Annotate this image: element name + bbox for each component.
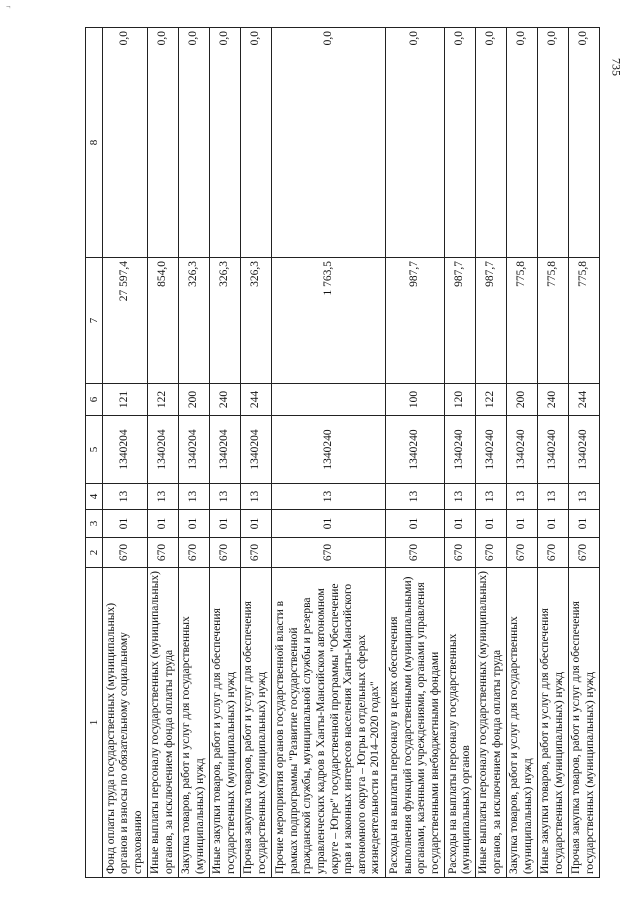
- row-name: Расходы на выплаты персоналу государственных (муниципальных) органов: [445, 568, 476, 878]
- row-target-article: 1340204: [240, 416, 271, 484]
- row-section: 01: [568, 510, 599, 538]
- row-name: Расходы на выплаты персоналу в целях обеспечения выполнения функций государственными (муниципальными) органами, казенными учреждениями, органами управления государственными внебюджетными фондами: [386, 568, 445, 878]
- table-row: [240, 28, 271, 878]
- document-page: [85, 28, 600, 878]
- row-name: Прочая закупка товаров, работ и услуг для обеспечения государственных (муниципальных) нужд: [240, 568, 271, 878]
- row-target-article: 1340204: [147, 416, 178, 484]
- row-amount: 775,8: [568, 258, 599, 384]
- table-row: [147, 28, 178, 878]
- row-amount: 775,8: [507, 258, 538, 384]
- row-name: Закупка товаров, работ и услуг для государственных (муниципальных) нужд: [178, 568, 209, 878]
- table-row: [568, 28, 599, 878]
- row-subsection: 13: [445, 484, 476, 510]
- row-section: 01: [271, 510, 386, 538]
- row-amount-2: 0,0: [568, 28, 599, 258]
- table-row: [271, 28, 386, 878]
- row-name: Прочие мероприятия органов государственной власти в рамках подпрограммы "Развитие государственной гражданской службы, муниципальной службы и резерва управленческих кадров в Ханты-Мансийском автономном округе – Югре" государственной программы "Обеспечение прав и законных интересов населения Ханты-Мансийского автономного округа – Югры в отдельных сферах жизнедеятельности в 2014–2020 годах": [271, 568, 386, 878]
- header-col-6: 6: [86, 384, 103, 416]
- scan-mark: ¬: [6, 2, 11, 11]
- header-col-5: 5: [86, 416, 103, 484]
- row-target-article: 1340204: [209, 416, 240, 484]
- page-number-text: 735: [609, 58, 624, 76]
- header-col-2: 2: [86, 538, 103, 568]
- row-amount-2: 0,0: [537, 28, 568, 258]
- row-subsection: 13: [537, 484, 568, 510]
- page-number: [604, 52, 628, 82]
- table-row: [507, 28, 538, 878]
- row-expense-type: 244: [568, 384, 599, 416]
- row-amount: 987,7: [445, 258, 476, 384]
- row-target-article: 1340240: [476, 416, 507, 484]
- row-section: 01: [103, 510, 148, 538]
- row-name: Иные выплаты персоналу государственных (муниципальных) органов, за исключением фонда оплаты труда: [147, 568, 178, 878]
- row-amount: 987,7: [476, 258, 507, 384]
- row-amount: 27 597,4: [103, 258, 148, 384]
- row-target-article: 1340240: [445, 416, 476, 484]
- row-amount-2: 0,0: [507, 28, 538, 258]
- table-row: [476, 28, 507, 878]
- row-admin-code: 670: [537, 538, 568, 568]
- row-expense-type: 122: [147, 384, 178, 416]
- row-name: Иные выплаты персоналу государственных (муниципальных) органов, за исключением фонда оплаты труда: [476, 568, 507, 878]
- budget-table: [85, 27, 600, 878]
- row-target-article: 1340240: [507, 416, 538, 484]
- row-section: 01: [476, 510, 507, 538]
- header-col-1: 1: [86, 568, 103, 878]
- table-row: [445, 28, 476, 878]
- row-expense-type: 200: [507, 384, 538, 416]
- row-section: 01: [445, 510, 476, 538]
- row-section: 01: [240, 510, 271, 538]
- table-row: [209, 28, 240, 878]
- row-amount-2: 0,0: [147, 28, 178, 258]
- row-subsection: 13: [209, 484, 240, 510]
- row-section: 01: [386, 510, 445, 538]
- row-subsection: 13: [507, 484, 538, 510]
- row-subsection: 13: [271, 484, 386, 510]
- row-subsection: 13: [240, 484, 271, 510]
- row-name: Прочая закупка товаров, работ и услуг для обеспечения государственных (муниципальных) нужд: [568, 568, 599, 878]
- row-subsection: 13: [103, 484, 148, 510]
- row-expense-type: 120: [445, 384, 476, 416]
- row-section: 01: [147, 510, 178, 538]
- row-amount: 326,3: [178, 258, 209, 384]
- row-expense-type: 240: [209, 384, 240, 416]
- row-target-article: 1340240: [386, 416, 445, 484]
- header-col-4: 4: [86, 484, 103, 510]
- row-amount-2: 0,0: [178, 28, 209, 258]
- row-admin-code: 670: [507, 538, 538, 568]
- table-header-row: [86, 28, 103, 878]
- row-expense-type: 122: [476, 384, 507, 416]
- row-target-article: 1340204: [103, 416, 148, 484]
- row-amount: 854,0: [147, 258, 178, 384]
- row-amount-2: 0,0: [271, 28, 386, 258]
- row-admin-code: 670: [240, 538, 271, 568]
- row-target-article: 1340240: [568, 416, 599, 484]
- row-subsection: 13: [147, 484, 178, 510]
- row-expense-type: 200: [178, 384, 209, 416]
- row-subsection: 13: [178, 484, 209, 510]
- header-col-8: 8: [86, 28, 103, 258]
- row-amount: 1 763,5: [271, 258, 386, 384]
- row-admin-code: 670: [445, 538, 476, 568]
- row-admin-code: 670: [209, 538, 240, 568]
- row-name: Иные закупки товаров, работ и услуг для обеспечения государственных (муниципальных) нужд: [209, 568, 240, 878]
- row-amount: 775,8: [537, 258, 568, 384]
- table-row: [537, 28, 568, 878]
- row-section: 01: [507, 510, 538, 538]
- row-name: Фонд оплаты труда государственных (муниципальных) органов и взносы по обязательному социальному страхованию: [103, 568, 148, 878]
- table-row: [386, 28, 445, 878]
- row-amount: 326,3: [240, 258, 271, 384]
- row-target-article: 1340240: [271, 416, 386, 484]
- row-amount-2: 0,0: [103, 28, 148, 258]
- row-expense-type: 121: [103, 384, 148, 416]
- row-section: 01: [537, 510, 568, 538]
- row-amount-2: 0,0: [386, 28, 445, 258]
- row-admin-code: 670: [271, 538, 386, 568]
- row-amount-2: 0,0: [476, 28, 507, 258]
- row-admin-code: 670: [147, 538, 178, 568]
- row-expense-type: [271, 384, 386, 416]
- row-subsection: 13: [476, 484, 507, 510]
- row-expense-type: 240: [537, 384, 568, 416]
- row-subsection: 13: [568, 484, 599, 510]
- row-section: 01: [178, 510, 209, 538]
- row-amount-2: 0,0: [240, 28, 271, 258]
- row-amount-2: 0,0: [209, 28, 240, 258]
- row-admin-code: 670: [178, 538, 209, 568]
- row-expense-type: 100: [386, 384, 445, 416]
- row-subsection: 13: [386, 484, 445, 510]
- header-col-7: 7: [86, 258, 103, 384]
- row-admin-code: 670: [103, 538, 148, 568]
- row-amount: 987,7: [386, 258, 445, 384]
- row-target-article: 1340204: [178, 416, 209, 484]
- header-col-3: 3: [86, 510, 103, 538]
- row-amount-2: 0,0: [445, 28, 476, 258]
- row-section: 01: [209, 510, 240, 538]
- row-name: Закупка товаров, работ и услуг для государственных (муниципальных) нужд: [507, 568, 538, 878]
- row-amount: 326,3: [209, 258, 240, 384]
- row-admin-code: 670: [568, 538, 599, 568]
- table-row: [178, 28, 209, 878]
- row-name: Иные закупки товаров, работ и услуг для обеспечения государственных (муниципальных) нужд: [537, 568, 568, 878]
- row-admin-code: 670: [476, 538, 507, 568]
- row-admin-code: 670: [386, 538, 445, 568]
- row-expense-type: 244: [240, 384, 271, 416]
- table-row: [103, 28, 148, 878]
- row-target-article: 1340240: [537, 416, 568, 484]
